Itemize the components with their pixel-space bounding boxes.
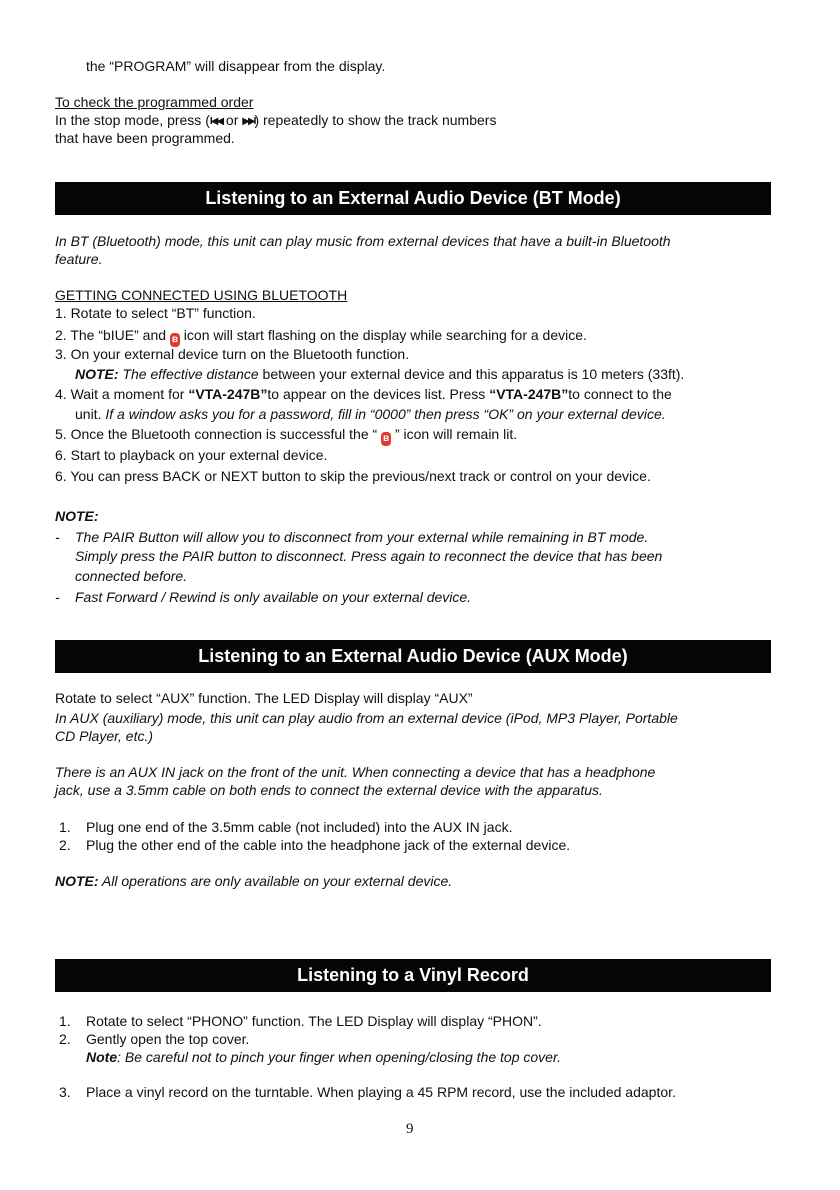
bt-step-4-text-a: 4. Wait a moment for (55, 386, 189, 402)
aux-step-2: Plug the other end of the cable into the headphone jack of the external device. (86, 837, 571, 853)
note-dash: - (55, 589, 60, 605)
vinyl-step-1-num: 1. (59, 1013, 71, 1029)
bt-intro-line1: In BT (Bluetooth) mode, this unit can play music from external devices that have a built-in Bluetooth (55, 233, 671, 249)
note-label: NOTE: (55, 873, 99, 889)
aux-step-1-num: 1. (59, 819, 71, 835)
bt-step-4-unit: unit. (75, 406, 106, 422)
vinyl-step-1: Rotate to select “PHONO” function. The LED Display will display “PHON”. (86, 1013, 542, 1029)
check-order-line2: that have been programmed. (55, 130, 235, 146)
bt-step-5-text-a: 5. Once the Bluetooth connection is successful the “ (55, 426, 382, 442)
aux-note-text: All operations are only available on your external device. (98, 873, 453, 889)
aux-step-2-num: 2. (59, 837, 71, 853)
note-dash: - (55, 529, 60, 545)
vinyl-note (86, 1048, 561, 1066)
check-order-line1 (55, 111, 496, 131)
note-label: NOTE: (75, 366, 119, 382)
bt-section-header: Listening to an External Audio Device (BT Mode) (55, 182, 771, 215)
bt-note-heading: NOTE: (55, 508, 99, 524)
bt-note-1-line3: connected before. (75, 568, 188, 584)
bluetooth-icon: ʙ (383, 433, 390, 444)
bt-step-4-line2 (75, 405, 666, 423)
aux-line1: Rotate to select “AUX” function. The LED Display will display “AUX” (55, 690, 473, 706)
bt-step-6b: 6. You can press BACK or NEXT button to skip the previous/next track or control on your device. (55, 468, 651, 484)
bt-step-5 (55, 425, 517, 446)
check-order-text-a: In the stop mode, press ( (55, 112, 210, 128)
aux-note (55, 872, 452, 890)
bt-step-2-text-b: icon will start flashing on the display while searching for a device. (179, 327, 587, 343)
vinyl-note-text: : Be careful not to pinch your finger when opening/closing the top cover. (117, 1049, 561, 1065)
bt-step-1: 1. Rotate to select “BT” function. (55, 305, 256, 321)
aux-line2: In AUX (auxiliary) mode, this unit can play audio from an external device (iPod, MP3 Player, Portable (55, 710, 678, 726)
vinyl-step-2: Gently open the top cover. (86, 1031, 250, 1047)
bt-note-1-line2: Simply press the PAIR button to disconnect. Press again to reconnect the device that has been (75, 548, 663, 564)
getting-connected-heading: GETTING CONNECTED USING BLUETOOTH (55, 287, 348, 303)
bt-step-3: 3. On your external device turn on the Bluetooth function. (55, 346, 410, 362)
aux-step-1: Plug one end of the 3.5mm cable (not included) into the AUX IN jack. (86, 819, 513, 835)
vinyl-section-header: Listening to a Vinyl Record (55, 959, 771, 992)
bt-step-2-text-a: 2. The “bIUE” and (55, 327, 170, 343)
program-disappear-text: the “PROGRAM” will disappear from the display. (86, 58, 386, 74)
note-label: Note (86, 1049, 118, 1065)
bt-intro-line2: feature. (55, 251, 103, 267)
bt-step-6a: 6. Start to playback on your external device. (55, 447, 328, 463)
bt-note-2: Fast Forward / Rewind is only available on your external device. (75, 589, 472, 605)
note-text: between your external device and this apparatus is 10 meters (33ft). (258, 366, 685, 382)
page-number: 9 (406, 1121, 414, 1137)
skip-forward-icon: ▶▶I (242, 116, 255, 127)
vinyl-step-2-num: 2. (59, 1031, 71, 1047)
skip-back-icon: I◀◀ (209, 116, 223, 127)
aux-line3: CD Player, etc.) (55, 728, 154, 744)
check-order-heading: To check the programmed order (55, 94, 254, 110)
model-name: “VTA-247B” (188, 386, 268, 402)
note-italic-text: The effective distance (118, 366, 259, 382)
check-order-or: or (222, 112, 243, 128)
bt-step-3-note (75, 365, 684, 383)
aux-section-header: Listening to an External Audio Device (AUX Mode) (55, 640, 771, 673)
vinyl-step-3: Place a vinyl record on the turntable. When playing a 45 RPM record, use the included adaptor. (86, 1084, 676, 1100)
aux-para2-line1: There is an AUX IN jack on the front of the unit. When connecting a device that has a headphone (55, 764, 656, 780)
aux-para2-line2: jack, use a 3.5mm cable on both ends to connect the external device with the apparatus. (55, 782, 603, 798)
bluetooth-icon: ʙ (171, 334, 178, 345)
model-name: “VTA-247B” (489, 386, 569, 402)
check-order-text-b: ) repeatedly to show the track numbers (254, 112, 497, 128)
bt-step-4-text-b: to appear on the devices list. Press (267, 386, 490, 402)
bt-step-4 (55, 385, 672, 403)
bt-note-1-line1: The PAIR Button will allow you to disconnect from your external while remaining in BT mode. (75, 529, 649, 545)
password-instruction: If a window asks you for a password, fill in “0000” then press “OK” on your external device. (105, 406, 666, 422)
bt-step-5-text-b: ” icon will remain lit. (391, 426, 518, 442)
bt-step-4-text-c: to connect to the (568, 386, 672, 402)
vinyl-step-3-num: 3. (59, 1084, 71, 1100)
bt-step-2 (55, 326, 587, 347)
